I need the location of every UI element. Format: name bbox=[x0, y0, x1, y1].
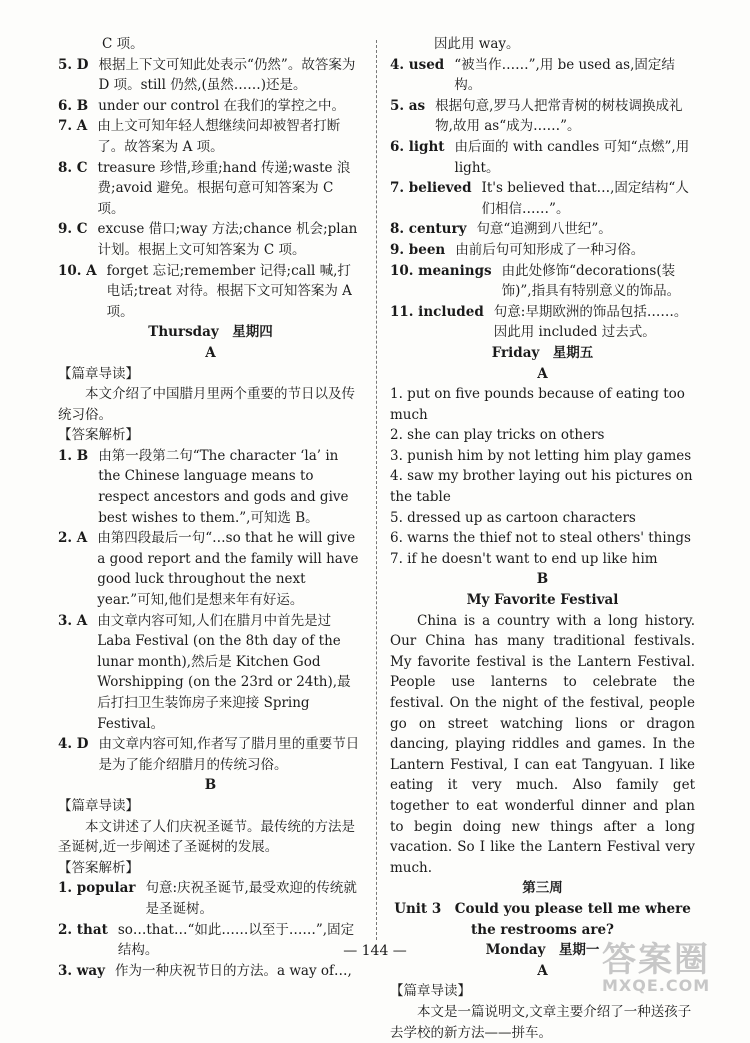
answer-number: 8. century bbox=[390, 221, 467, 238]
answer-number: 1. B bbox=[58, 447, 89, 464]
answer-text: 由文章内容可知,作者写了腊月里的重要节日是为了能介绍腊月的传统习俗。 bbox=[98, 736, 360, 773]
watermark-line2: MXQE.COM bbox=[602, 976, 711, 995]
answer-text: 由此处修饰“decorations(装饰)”,指具有特别意义的饰品。 bbox=[501, 262, 681, 300]
section-heading: A bbox=[205, 344, 216, 361]
section-label: 【篇章导读】 bbox=[390, 983, 471, 1000]
answer-item bbox=[390, 219, 695, 240]
answer-item bbox=[390, 96, 695, 137]
answer-number: 5. D bbox=[58, 56, 89, 73]
answer-text: 由第四段最后一句“…so that he will give a good report and the family will have good luck throughout the next year.”可知,他们是想来年有好运。 bbox=[97, 530, 359, 609]
answer-number: 11. included bbox=[390, 303, 484, 320]
answer-text: 根据句意,罗马人把常青树的树枝调换成礼物,故用 as“成为……”。 bbox=[435, 97, 683, 135]
answer-text: 句意:庆祝圣诞节,最受欢迎的传统就是圣诞树。 bbox=[145, 880, 357, 917]
answer-item bbox=[390, 178, 695, 219]
answer-number: 4. D bbox=[58, 736, 89, 753]
right-column bbox=[390, 34, 695, 1043]
summary-paragraph: 本文是一篇说明文,文章主要介绍了一种送孩子去学校的新方法——拼车。 bbox=[390, 1003, 692, 1041]
answer-item bbox=[390, 261, 695, 302]
answer-item bbox=[58, 261, 363, 323]
section-heading: A bbox=[537, 365, 548, 382]
summary-paragraph: 本文讲述了人们庆祝圣诞节。最传统的方法是圣诞树,近一步阐述了圣诞树的发展。 bbox=[58, 818, 355, 856]
answer-sentence: 2. she can play tricks on others bbox=[390, 427, 605, 444]
page-number: — 144 — bbox=[343, 943, 407, 959]
section-heading: B bbox=[536, 571, 549, 588]
section-label: 【篇章导读】 bbox=[58, 365, 139, 382]
answer-number: 9. C bbox=[58, 221, 88, 238]
answer-text: 作为一种庆祝节日的方法。a way of…, bbox=[115, 962, 352, 979]
answer-text: 由上文可知年轻人想继续问却被智者打断了。故答案为 A 项。 bbox=[97, 118, 341, 155]
section-heading: Thursday 星期四 bbox=[148, 324, 273, 341]
essay-paragraph: China is a country with a long history. Our China has many traditional festivals. My favorite festival is the Lantern Festival. People use lanterns to celebrate the festival. On the night of the festival, people go on street watching lions or dragon dancing, playing riddles and games. In the Lantern Festival, I can eat Tangyuan. I like eating it very much. Also family get together to eat wonderful dinner and plan to begin doing new things after a long vacation. So I like the Lantern Festival very much. bbox=[390, 612, 695, 876]
answer-number: 8. C bbox=[58, 159, 88, 176]
section-label: 【答案解析】 bbox=[58, 859, 139, 876]
watermark-logo bbox=[602, 941, 742, 995]
column-divider bbox=[376, 40, 377, 940]
answer-sentence: 3. punish him by not letting him play games bbox=[390, 447, 692, 464]
answer-number: 6. light bbox=[390, 138, 445, 155]
answer-number: 3. A bbox=[58, 612, 88, 629]
answer-item bbox=[58, 961, 363, 982]
answer-number: 2. A bbox=[58, 530, 88, 547]
section-heading: Monday 星期一 bbox=[485, 942, 600, 959]
answer-text: excuse 借口;way 方法;chance 机会;plan 计划。根据上文可知答案为 C 项。 bbox=[97, 221, 358, 258]
section-heading: the restrooms are? bbox=[471, 921, 614, 938]
answer-item bbox=[58, 55, 363, 96]
answer-sentence: 1. put on five pounds because of eating too much bbox=[390, 386, 685, 423]
answer-text: 由文章内容可知,人们在腊月中首先是过 Laba Festival (on the 8th day of the lunar month),然后是 Kitchen God Worshipping (on the 23rd or 24th),最后打扫卫生装饰房子来迎接 Spring Festival。 bbox=[97, 612, 351, 732]
answer-item bbox=[58, 734, 363, 775]
answer-text: 根据上下文可知此处表示“仍然”。故答案为 D 项。still 仍然,(虽然……)还是。 bbox=[98, 56, 356, 94]
answer-sentence: 4. saw my brother laying out his pictures on the table bbox=[390, 468, 693, 506]
answer-number: 10. A bbox=[58, 262, 97, 279]
answer-sentence: 5. dressed up as cartoon characters bbox=[390, 509, 636, 526]
answer-item bbox=[58, 96, 363, 117]
answer-number: 10. meanings bbox=[390, 262, 492, 279]
section-heading: Unit 3 Could you please tell me where bbox=[394, 900, 691, 917]
continued-text: C 项。 bbox=[102, 36, 144, 52]
answer-text: 句意“追溯到八世纪”。 bbox=[476, 221, 612, 238]
answer-text: under our control 在我们的掌控之中。 bbox=[98, 97, 346, 114]
section-heading: 第三周 bbox=[522, 880, 563, 897]
section-label: 【答案解析】 bbox=[58, 427, 139, 444]
answer-item bbox=[58, 878, 363, 919]
answer-item bbox=[58, 219, 363, 260]
answer-item bbox=[390, 55, 695, 96]
answer-text: treasure 珍惜,珍重;hand 传递;waste 浪费;avoid 避免。根据句意可知答案为 C 项。 bbox=[97, 159, 351, 217]
watermark-line1: 答案圈 bbox=[602, 940, 710, 980]
answer-item bbox=[58, 446, 363, 528]
section-heading: B bbox=[204, 777, 217, 794]
section-label: 【篇章导读】 bbox=[58, 797, 139, 814]
continued-text: 因此用 way。 bbox=[434, 36, 520, 52]
answer-item bbox=[390, 137, 695, 178]
answer-text: 句意:早期欧洲的饰品包括……。因此用 included 过去式。 bbox=[493, 303, 688, 341]
section-heading: My Favorite Festival bbox=[466, 592, 619, 609]
answer-text: 由前后句可知形成了一种习俗。 bbox=[455, 241, 645, 258]
answer-number: 5. as bbox=[390, 97, 426, 114]
answer-text: forget 忘记;remember 记得;call 喊,打电话;treat 对待。根据下文可知答案为 A 项。 bbox=[106, 262, 352, 320]
answer-item bbox=[58, 611, 363, 735]
answer-sentence: 7. if he doesn't want to end up like him bbox=[390, 550, 658, 567]
answer-text: 由后面的 with candles 可知“点燃”,用 light。 bbox=[454, 138, 690, 176]
answer-number: 7. A bbox=[58, 118, 88, 135]
left-column bbox=[58, 34, 363, 981]
answer-text: 由第一段第二句“The character ‘la’ in the Chinese language means to respect ancestors and gods and give best wishes to them.”,可知选 B。 bbox=[98, 447, 349, 526]
answer-item bbox=[58, 116, 363, 157]
answer-number: 1. popular bbox=[58, 880, 136, 897]
answer-text: “被当作……”,用 be used as,固定结构。 bbox=[454, 56, 675, 94]
summary-paragraph: 本文介绍了中国腊月里两个重要的节日以及传统习俗。 bbox=[58, 386, 355, 423]
answer-number: 9. been bbox=[390, 241, 446, 258]
answer-number: 7. believed bbox=[390, 180, 472, 197]
answer-number: 6. B bbox=[58, 97, 89, 114]
answer-number: 2. that bbox=[58, 921, 108, 938]
answer-number: 3. way bbox=[58, 962, 106, 979]
section-heading: Friday 星期五 bbox=[491, 344, 594, 361]
answer-sentence: 6. warns the thief not to steal others' things bbox=[390, 530, 691, 547]
answer-number: 4. used bbox=[390, 56, 445, 73]
answer-item bbox=[390, 302, 695, 343]
answer-text: It's believed that…,固定结构“人们相信……”。 bbox=[481, 180, 689, 217]
answer-item bbox=[390, 240, 695, 261]
answer-text: so…that…“如此……以至于……”,固定结构。 bbox=[117, 921, 355, 959]
section-heading: A bbox=[537, 962, 548, 979]
answer-item bbox=[58, 158, 363, 220]
answer-item bbox=[58, 528, 363, 610]
